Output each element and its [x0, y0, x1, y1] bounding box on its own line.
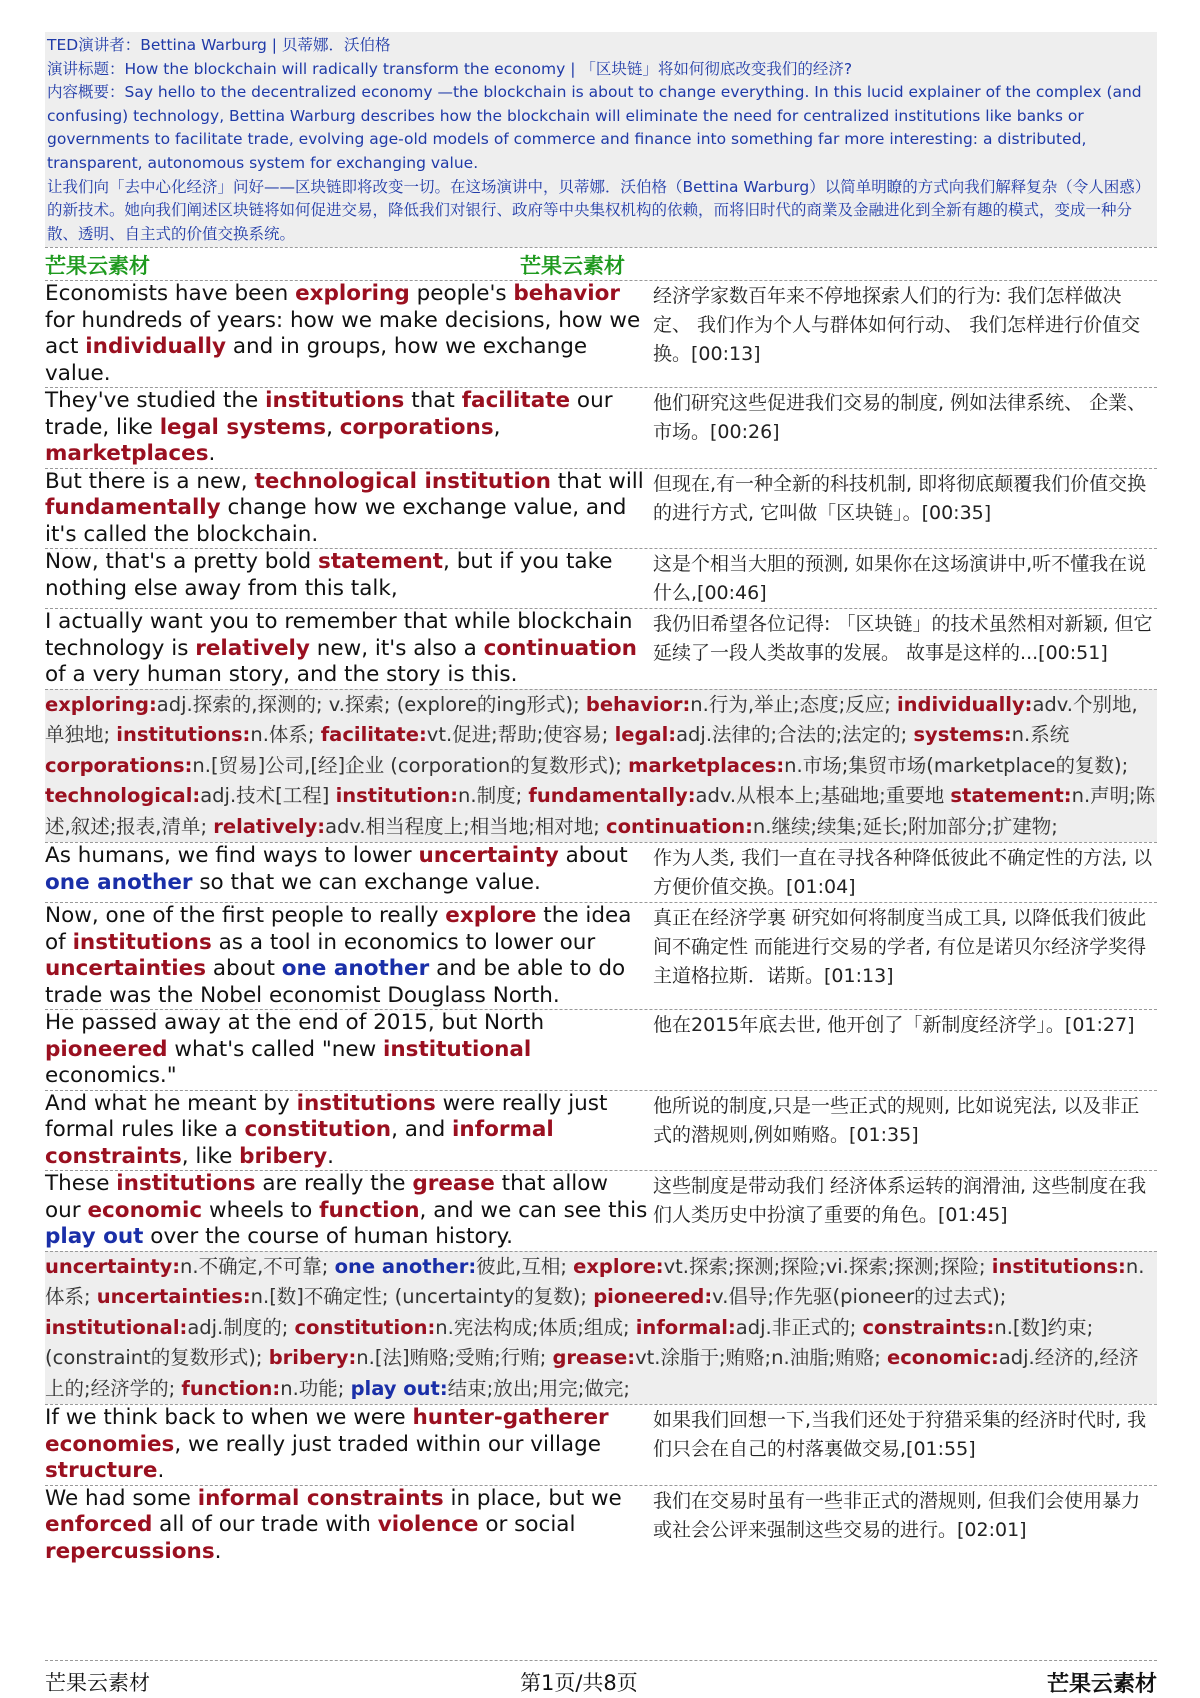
english-sentence	[45, 281, 653, 387]
highlighted-term: relatively	[195, 635, 310, 661]
english-sentence	[45, 388, 653, 468]
sentence-text: new, it's also a	[309, 635, 484, 661]
vocab-term: uncertainties:	[96, 1285, 251, 1309]
sentence-text: They've studied the	[45, 388, 266, 414]
vocab-definition: 彼此,互相;	[476, 1254, 574, 1278]
sentence-text: , we really just traded within our village	[174, 1431, 601, 1457]
sentence-text: all of our trade with	[152, 1512, 378, 1538]
highlighted-term: statement	[318, 549, 444, 575]
sentence-text: And what he meant by	[45, 1090, 297, 1116]
vocab-definition: adj.技术[工程]	[200, 784, 336, 808]
page-footer	[45, 1660, 1157, 1697]
highlighted-term: function	[319, 1197, 420, 1223]
chinese-translation: 我仍旧希望各位记得: 「区块链」的技术虽然相对新颖, 但它延续了一段人类故事的发展。 故事是这样的...[00:51]	[653, 613, 1153, 665]
sentence-text: .	[208, 441, 216, 467]
highlighted-term: play out	[45, 1224, 144, 1250]
vocab-definition: adj.经济的,经济上的;经济学的;	[45, 1346, 1139, 1400]
summary-english: 内容概要：Say hello to the decentralized economy —the blockchain is about to change everything. In this lucid explainer of the complex (and confusing) technology, Bettina Warburg describes how the blockchain will eliminate the need for centralized institutions like banks or governments to facilitate trade, evolving age-old models of commerce and finance into something far more interesting: a distributed, transparent, autonomous system for exchanging value.	[47, 83, 1142, 172]
watermark-row	[45, 247, 1157, 280]
highlighted-term: legal systems	[159, 414, 327, 440]
vocab-definition: n.系统	[1011, 723, 1070, 747]
vocab-definition: adv.从根本上;基础地;重要地	[695, 784, 951, 808]
english-sentence	[45, 469, 653, 549]
vocab-definition: n.声明;陈述,叙述;报表,清单;	[45, 784, 1156, 838]
vocab-definition: adj.法律的;合法的;法定的;	[676, 723, 914, 747]
page-number: 第1页/共8页	[520, 1671, 638, 1695]
sentence-text: and be able to do trade was the Nobel economist Douglass North.	[45, 956, 626, 1008]
vocab-term: systems:	[913, 723, 1012, 747]
transcript-row	[45, 842, 1157, 902]
vocab-term: relatively:	[213, 814, 326, 838]
vocab-definition: vt.促进;帮助;使容易;	[426, 723, 615, 747]
highlighted-term: institutions	[296, 1090, 436, 1116]
highlighted-term: behavior	[513, 281, 620, 307]
transcript-row	[45, 1485, 1157, 1566]
sentence-text: .	[327, 1143, 334, 1169]
vocab-definition: adv.相当程度上;相当地;相对地;	[325, 814, 607, 838]
sentence-text: , but if you take nothing else away from this talk,	[45, 549, 613, 601]
english-sentence	[45, 1486, 653, 1566]
sentence-text: that	[404, 388, 462, 414]
chinese-translation: 真正在经济学裏 研究如何将制度当成工具, 以降低我们彼此间不确定性 而能进行交易的学者, 有位是诺贝尔经济学奖得主道格拉斯．诺斯。[01:13]	[653, 907, 1147, 988]
highlighted-term: pioneered	[45, 1036, 168, 1062]
english-sentence	[45, 843, 653, 902]
highlighted-term: institutions	[116, 1171, 256, 1197]
sentence-text: ,	[493, 414, 501, 440]
sentence-text: people's	[409, 281, 514, 307]
highlighted-term: hunter-gatherer economies	[45, 1405, 609, 1457]
sentence-text: ,	[326, 414, 340, 440]
sentence-text: and in groups, how we exchange value.	[45, 334, 588, 386]
sentence-text: the idea of	[45, 903, 632, 955]
chinese-translation: 这些制度是带动我们 经济体系运转的润滑油, 这些制度在我们人类历史中扮演了重要的角色。[01:45]	[653, 1175, 1147, 1227]
vocab-term: institutions:	[991, 1254, 1126, 1278]
document-page	[45, 32, 1157, 1565]
vocab-term: behavior:	[585, 692, 691, 716]
vocab-term: exploring:	[45, 692, 157, 716]
sentence-text: economics."	[45, 1063, 177, 1089]
sentence-text: If we think back to when we were	[45, 1405, 413, 1431]
sentence-text: He passed away at the end of 2015, but North	[45, 1010, 545, 1036]
transcript-row	[45, 1404, 1157, 1485]
vocab-term: economic:	[886, 1346, 999, 1370]
sentence-text: .	[157, 1458, 165, 1484]
highlighted-term: enforced	[45, 1512, 153, 1538]
vocab-definition: adj.制度的;	[187, 1315, 295, 1339]
vocab-term: continuation:	[606, 814, 753, 838]
highlighted-term: continuation	[483, 635, 637, 661]
highlighted-term: informal constraints	[45, 1117, 554, 1169]
english-sentence	[45, 1405, 653, 1485]
highlighted-term: technological institution	[254, 468, 551, 494]
sentence-text: But there is a new,	[45, 468, 255, 494]
vocab-term: grease:	[552, 1346, 636, 1370]
vocab-term: institutions:	[116, 723, 251, 747]
vocab-term: function:	[181, 1376, 281, 1400]
vocab-term: constraints:	[862, 1315, 995, 1339]
vocab-definition: adj.探索的,探测的; v.探索; (explore的ing形式);	[156, 692, 586, 716]
sentence-text: .	[214, 1538, 222, 1564]
sentence-text: Economists have been	[45, 281, 296, 307]
highlighted-term: institutions	[72, 929, 212, 955]
highlighted-term: repercussions	[45, 1538, 215, 1564]
vocab-definition: adj.非正式的;	[735, 1315, 863, 1339]
chinese-translation: 作为人类, 我们一直在寻找各种降低彼此不确定性的方法, 以方便价值交换。[01:04]	[653, 847, 1153, 899]
highlighted-term: grease	[412, 1171, 495, 1197]
english-sentence	[45, 549, 653, 608]
sentence-text: that allow our	[45, 1171, 609, 1223]
vocab-term: legal:	[614, 723, 677, 747]
vocab-term: bribery:	[268, 1346, 357, 1370]
vocab-term: play out:	[350, 1376, 448, 1400]
transcript-row	[45, 548, 1157, 608]
vocab-definition: n.继续;续集;延长;附加部分;扩建物;	[752, 814, 1058, 838]
vocab-term: individually:	[896, 692, 1033, 716]
vocab-term: corporations:	[45, 753, 193, 777]
talk-header	[45, 32, 1157, 247]
vocab-definition: vt.涂脂于;贿赂;n.油脂;贿赂;	[635, 1346, 887, 1370]
chinese-translation: 他所说的制度,只是一些正式的规则, 比如说宪法, 以及非正式的潜规则,例如贿赂。[01:35]	[653, 1094, 1140, 1146]
sentence-text: were really just formal rules like a	[45, 1090, 608, 1143]
sentence-text: in place, but we	[443, 1485, 622, 1511]
transcript-row	[45, 387, 1157, 468]
chinese-translation: 经济学家数百年来不停地探索人们的行为: 我们怎样做决定、 我们作为个人与群体如何行动、 我们怎样进行价值交换。[00:13]	[653, 285, 1141, 366]
chinese-translation: 如果我们回想一下,当我们还处于狩猎采集的经济时代时, 我们只会在自己的村落裏做交易,[01:55]	[653, 1409, 1147, 1461]
sentence-text: are really the	[255, 1171, 413, 1197]
vocab-term: technological:	[45, 784, 201, 808]
vocab-term: constitution:	[294, 1315, 436, 1339]
highlighted-term: economic	[87, 1197, 203, 1223]
vocab-term: institution:	[335, 784, 459, 808]
sentence-text: Now, one of the first people to really	[45, 903, 446, 929]
highlighted-term: structure	[45, 1458, 158, 1484]
footer-watermark-left: 芒果云素材	[45, 1671, 150, 1695]
transcript-section-2	[45, 842, 1157, 1251]
vocabulary-block-1	[45, 689, 1157, 843]
english-sentence	[45, 903, 653, 1009]
sentence-text: , and we can see this	[419, 1197, 648, 1223]
highlighted-term: individually	[85, 334, 227, 360]
transcript-row	[45, 1009, 1157, 1090]
sentence-text: over the course of human history.	[143, 1224, 514, 1250]
english-sentence	[45, 1091, 653, 1171]
vocab-definition: vt.探索;探测;探险;vi.探索;探测;探险;	[663, 1254, 992, 1278]
sentence-text: so that we can exchange value.	[192, 869, 541, 895]
highlighted-term: uncertainty	[418, 843, 559, 869]
vocab-term: pioneered:	[593, 1285, 713, 1309]
transcript-row	[45, 468, 1157, 549]
vocab-definition: n.[数]约束; (constraint的复数形式);	[45, 1315, 1094, 1370]
vocab-definition: n.功能;	[280, 1376, 351, 1400]
sentence-text: our trade, like	[45, 388, 613, 440]
english-sentence	[45, 1171, 653, 1251]
sentence-text: wheels to	[202, 1197, 320, 1223]
sentence-text: , like	[181, 1143, 240, 1169]
vocab-term: marketplaces:	[628, 753, 785, 777]
sentence-text: or social	[478, 1512, 576, 1538]
vocab-term: uncertainty:	[45, 1254, 181, 1278]
chinese-translation: 他们研究这些促进我们交易的制度, 例如法律系统、 企業、 市场。[00:26]	[653, 392, 1147, 444]
highlighted-term: marketplaces	[45, 441, 209, 467]
highlighted-term: constitution	[244, 1117, 392, 1143]
sentence-text: about	[558, 843, 628, 869]
vocab-term: fundamentally:	[528, 784, 696, 808]
sentence-text: what's called "new	[167, 1036, 383, 1062]
sentence-text: for hundreds of years: how we make decisions, how we act	[45, 307, 641, 360]
transcript-row	[45, 1170, 1157, 1251]
transcript-row	[45, 1090, 1157, 1171]
highlighted-term: explore	[445, 903, 537, 929]
vocabulary-block-2	[45, 1251, 1157, 1405]
vocab-term: explore:	[573, 1254, 664, 1278]
highlighted-term: informal constraints	[197, 1485, 444, 1511]
highlighted-term: corporations	[339, 414, 494, 440]
highlighted-term: uncertainties	[45, 956, 207, 982]
vocab-definition: n.体系;	[45, 1254, 1145, 1309]
chinese-translation: 他在2015年底去世, 他开创了「新制度经济学」。[01:27]	[653, 1014, 1135, 1037]
highlighted-term: violence	[377, 1512, 479, 1538]
chinese-translation: 这是个相当大胆的预测, 如果你在这场演讲中,听不懂我在说什么,[00:46]	[653, 553, 1147, 605]
vocab-definition: n.制度;	[458, 784, 529, 808]
vocab-term: statement:	[950, 784, 1072, 808]
vocab-definition: v.倡导;作先驱(pioneer的过去式);	[712, 1285, 1007, 1309]
vocab-definition: adv.个别地,单独地;	[45, 692, 1138, 747]
english-sentence	[45, 609, 653, 689]
chinese-translation: 我们在交易时虽有一些非正式的潜规则, 但我们会使用暴力 或社会公评来强制这些交易的进行。[02:01]	[653, 1489, 1141, 1541]
vocab-term: institutional:	[45, 1315, 188, 1339]
highlighted-term: one another	[281, 956, 430, 982]
vocab-definition: n.体系;	[250, 723, 321, 747]
transcript-row	[45, 608, 1157, 689]
watermark-left: 芒果云素材	[45, 254, 150, 279]
transcript-row	[45, 280, 1157, 387]
watermark-center: 芒果云素材	[520, 254, 625, 279]
highlighted-term: one another	[45, 869, 193, 895]
vocab-definition: n.市场;集贸市场(marketplace的复数);	[784, 753, 1129, 777]
highlighted-term: bribery	[239, 1143, 328, 1169]
chinese-translation: 但现在,有一种全新的科技机制, 即将彻底颠覆我们价值交换的进行方式, 它叫做「区块链」。[00:35]	[653, 472, 1147, 524]
highlighted-term: exploring	[295, 281, 410, 307]
sentence-text: , and	[391, 1117, 453, 1143]
vocab-definition: 结束;放出;用完;做完;	[447, 1376, 630, 1400]
highlighted-term: facilitate	[461, 388, 571, 414]
transcript-row	[45, 902, 1157, 1009]
sentence-text: We had some	[45, 1485, 198, 1511]
vocab-definition: n.[贸易]公司,[经]企业 (corporation的复数形式);	[192, 753, 629, 777]
highlighted-term: institutions	[265, 388, 405, 414]
sentence-text: Now, that's a pretty bold	[45, 549, 319, 575]
sentence-text: These	[45, 1171, 117, 1197]
sentence-text: of a very human story, and the story is this.	[45, 662, 518, 688]
title-line: 演讲标题：How the blockchain will radically transform the economy | 「区块链」将如何彻底改变我们的经济?	[47, 59, 853, 78]
transcript-section-3	[45, 1404, 1157, 1565]
sentence-text: about	[206, 956, 282, 982]
sentence-text: As humans, we find ways to lower	[45, 843, 419, 869]
highlighted-term: fundamentally	[45, 495, 221, 521]
sentence-text: change how we exchange value, and it's called the blockchain.	[45, 495, 627, 547]
vocab-definition: n.行为,举止;态度;反应;	[690, 692, 897, 716]
vocab-term: facilitate:	[320, 723, 427, 747]
vocab-definition: n.[数]不确定性; (uncertainty的复数);	[250, 1285, 594, 1309]
footer-watermark-right: 芒果云素材	[1046, 1672, 1157, 1697]
vocab-definition: n.[法]贿赂;受贿;行贿;	[356, 1346, 553, 1370]
speaker-line: TED演讲者：Bettina Warburg | 贝蒂娜．沃伯格	[47, 36, 391, 54]
vocab-definition: n.宪法构成;体质;组成;	[435, 1315, 636, 1339]
english-sentence	[45, 1010, 653, 1090]
summary-chinese: 让我们向「去中心化经济」问好——区块链即将改变一切。在这场演讲中，贝蒂娜．沃伯格（Bettina Warburg）以简单明瞭的方式向我们解释复杂（令人困惑）的新技术。她向我们阐述区块链将如何促进交易，降低我们对银行、政府等中央集权机构的依赖，而将旧时代的商業及金融进化到全新有趣的模式，变成一种分散、透明、自主式的价值交换系统。	[47, 177, 1151, 243]
sentence-text: as a tool in economics to lower our	[211, 929, 596, 955]
sentence-text: that will	[550, 468, 644, 494]
transcript-section-1	[45, 280, 1157, 689]
vocab-term: informal:	[635, 1315, 736, 1339]
vocab-term: one another:	[334, 1254, 477, 1278]
vocab-definition: n.不确定,不可靠;	[180, 1254, 335, 1278]
sentence-text: I actually want you to remember that while blockchain technology is	[45, 609, 633, 661]
highlighted-term: institutional	[383, 1036, 532, 1062]
